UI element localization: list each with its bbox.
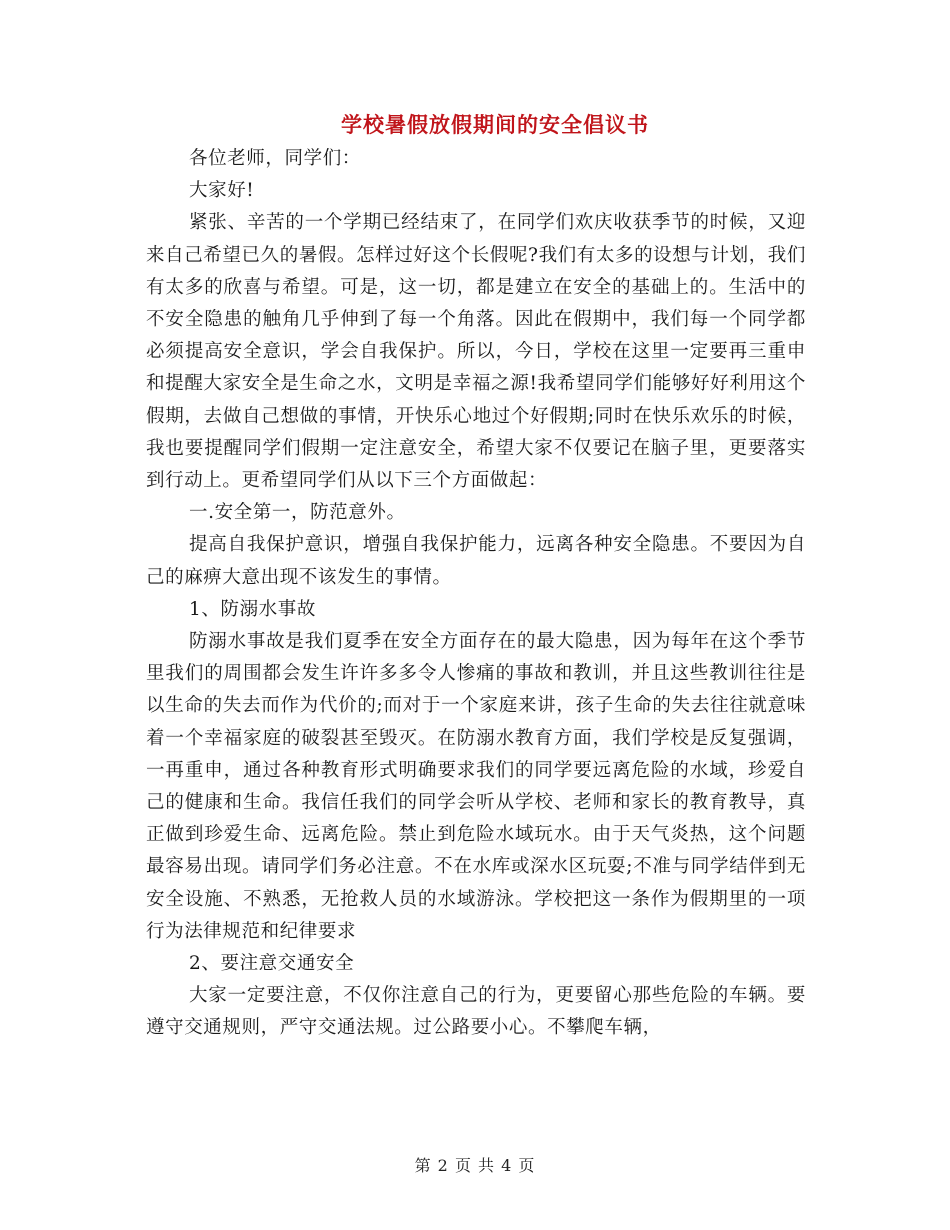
- document-body: [146, 143, 806, 1045]
- page-footer: 第 2 页 共 4 页: [414, 1156, 536, 1175]
- subheading-drowning: 1、防溺水事故: [189, 598, 316, 620]
- greeting: 大家好!: [189, 180, 255, 202]
- paragraph-intro: 紧张、辛苦的一个学期已经结束了，在同学们欢庆收获季节的时候，又迎来自己希望已久的暑假。怎样过好这个长假呢?我们有太多的设想与计划，我们有太多的欣喜与希望。可是，这一切，都是建立在安全的基础上的。生活中的不安全隐患的触角几乎伸到了每一个角落。因此在假期中，我们每一个同学都必须提高安全意识，学会自我保护。所以，今日，学校在这里一定要再三重申和提醒大家安全是生命之水，文明是幸福之源!我希望同学们能够好好利用这个假期，去做自己想做的事情，开快乐心地过个好假期;同时在快乐欢乐的时候，我也要提醒同学们假期一定注意安全，希望大家不仅要记在脑子里，更要落实到行动上。更希望同学们从以下三个方面做起：: [146, 212, 806, 492]
- document-title: 学校暑假放假期间的安全倡议书: [341, 112, 649, 137]
- salutation: 各位老师，同学们：: [189, 148, 361, 169]
- subheading-traffic: 2、要注意交通安全: [189, 953, 355, 975]
- paragraph-drowning: 防溺水事故是我们夏季在安全方面存在的最大隐患，因为每年在这个季节里我们的周围都会发生许许多多令人惨痛的事故和教训，并且这些教训往往是以生命的失去而作为代价的;而对于一个家庭来讲，孩子生命的失去往往就意味着一个幸福家庭的破裂甚至毁灭。在防溺水教育方面，我们学校是反复强调，一再重申，通过各种教育形式明确要求我们的同学要远离危险的水域，珍爱自己的健康和生命。我信任我们的同学会听从学校、老师和家长的教育教导，真正做到珍爱生命、远离危险。禁止到危险水域玩水。由于天气炎热，这个问题最容易出现。请同学们务必注意。不在水库或深水区玩耍;不准与同学结伴到无安全设施、不熟悉，无抢救人员的水域游泳。学校把这一条作为假期里的一项行为法律规范和纪律要求: [146, 631, 806, 942]
- paragraph-safety: 提高自我保护意识，增强自我保护能力，远离各种安全隐患。不要因为自己的麻痹大意出现不该发生的事情。: [146, 534, 806, 588]
- section-heading-1: 一.安全第一，防范意外。: [189, 502, 406, 524]
- paragraph-traffic: 大家一定要注意，不仅你注意自己的行为，更要留心那些危险的车辆。要遵守交通规则，严守交通法规。过公路要小心。不攀爬车辆，: [146, 985, 806, 1039]
